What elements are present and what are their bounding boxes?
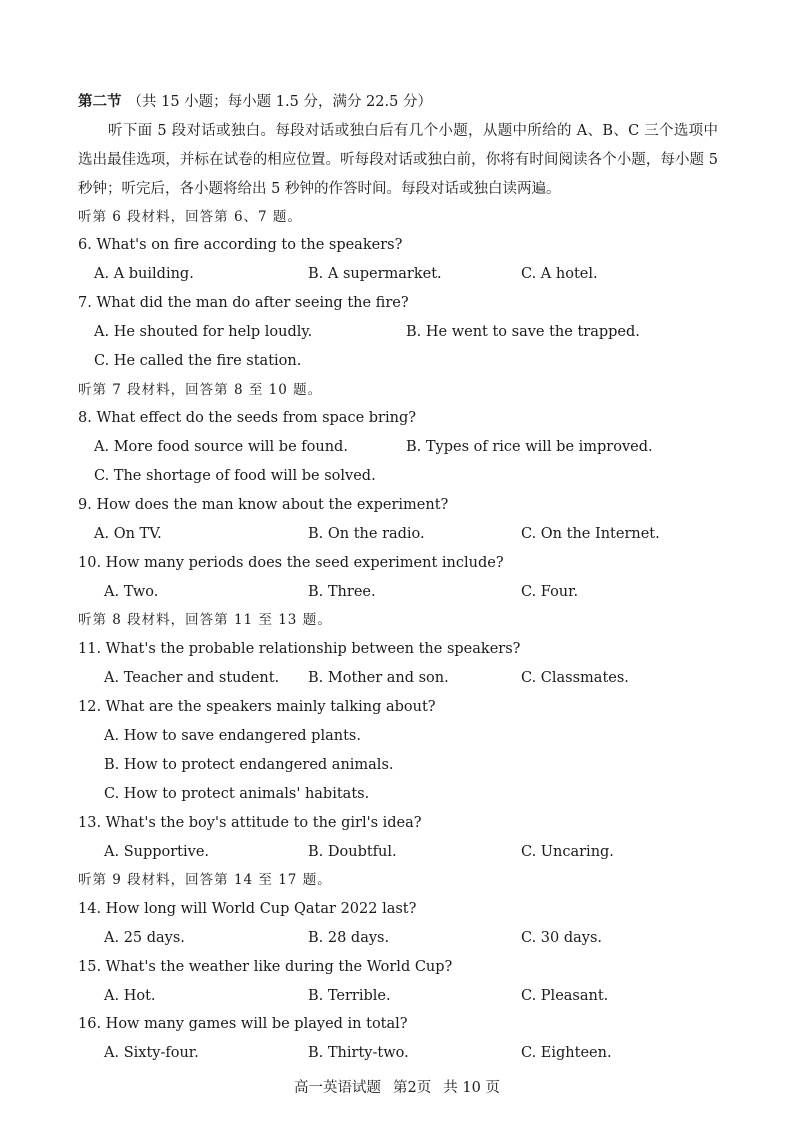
option-10c: C. Four. bbox=[521, 584, 579, 600]
option-13c: C. Uncaring. bbox=[521, 844, 614, 860]
option-7c: C. He called the fire station. bbox=[94, 353, 302, 369]
page-footer bbox=[0, 1076, 794, 1097]
option-11c: C. Classmates. bbox=[521, 670, 629, 686]
footer-title: 高一英语试题 bbox=[294, 1080, 382, 1096]
option-11b: B. Mother and son. bbox=[308, 670, 449, 686]
option-12a: A. How to save endangered plants. bbox=[104, 728, 361, 744]
option-13a: A. Supportive. bbox=[104, 844, 210, 860]
option-16b: B. Thirty-two. bbox=[308, 1045, 409, 1061]
option-8b: B. Types of rice will be improved. bbox=[406, 439, 653, 455]
section-subtitle: （共 15 小题；每小题 1.5 分，满分 22.5 分） bbox=[127, 94, 432, 110]
option-12b: B. How to protect endangered animals. bbox=[104, 757, 394, 773]
option-16c: C. Eighteen. bbox=[521, 1045, 612, 1061]
material-heading: 听第 9 段材料，回答第 14 至 17 题。 bbox=[78, 872, 332, 888]
option-15a: A. Hot. bbox=[104, 988, 156, 1004]
option-6c: C. A hotel. bbox=[521, 266, 598, 282]
question-8: 8. What effect do the seeds from space bring? bbox=[78, 410, 417, 426]
question-15: 15. What's the weather like during the World Cup? bbox=[78, 959, 453, 975]
option-6b: B. A supermarket. bbox=[308, 266, 442, 282]
option-9a: A. On TV. bbox=[94, 526, 162, 542]
question-10: 10. How many periods does the seed experiment include? bbox=[78, 555, 504, 571]
section-header bbox=[78, 92, 432, 112]
question-14: 14. How long will World Cup Qatar 2022 last? bbox=[78, 901, 417, 917]
option-14a: A. 25 days. bbox=[104, 930, 185, 946]
option-9b: B. On the radio. bbox=[308, 526, 425, 542]
footer-page-number: 第2页 bbox=[393, 1080, 432, 1096]
option-10a: A. Two. bbox=[104, 584, 159, 600]
material-heading: 听第 7 段材料，回答第 8 至 10 题。 bbox=[78, 382, 323, 398]
option-8a: A. More food source will be found. bbox=[94, 439, 348, 455]
option-16a: A. Sixty-four. bbox=[104, 1045, 199, 1061]
option-12c: C. How to protect animals' habitats. bbox=[104, 786, 370, 802]
option-11a: A. Teacher and student. bbox=[104, 670, 280, 686]
option-15c: C. Pleasant. bbox=[521, 988, 609, 1004]
option-10b: B. Three. bbox=[308, 584, 376, 600]
option-14c: C. 30 days. bbox=[521, 930, 603, 946]
option-13b: B. Doubtful. bbox=[308, 844, 397, 860]
question-12: 12. What are the speakers mainly talking about? bbox=[78, 699, 436, 715]
section-title: 第二节 bbox=[78, 93, 122, 110]
question-11: 11. What's the probable relationship between the speakers? bbox=[78, 641, 521, 657]
question-7: 7. What did the man do after seeing the fire? bbox=[78, 295, 409, 311]
option-9c: C. On the Internet. bbox=[521, 526, 660, 542]
material-heading: 听第 8 段材料，回答第 11 至 13 题。 bbox=[78, 612, 332, 628]
option-15b: B. Terrible. bbox=[308, 988, 391, 1004]
question-9: 9. How does the man know about the experiment? bbox=[78, 497, 449, 513]
material-heading: 听第 6 段材料，回答第 6、7 题。 bbox=[78, 209, 302, 225]
footer-total-pages: 共 10 页 bbox=[443, 1080, 500, 1096]
section-instructions: 听下面 5 段对话或独白。每段对话或独白后有几个小题，从题中所给的 A、B、C 三个选项中选出最佳选项，并标在试卷的相应位置。听每段对话或独白前，你将有时间阅读各个小题，每小题 5 秒钟；听完后，各小题将给出 5 秒钟的作答时间。每段对话或独白读两遍。 bbox=[78, 123, 718, 197]
option-8c: C. The shortage of food will be solved. bbox=[94, 468, 376, 484]
question-16: 16. How many games will be played in total? bbox=[78, 1016, 408, 1032]
option-14b: B. 28 days. bbox=[308, 930, 390, 946]
option-7b: B. He went to save the trapped. bbox=[406, 324, 640, 340]
question-13: 13. What's the boy's attitude to the girl's idea? bbox=[78, 815, 422, 831]
option-6a: A. A building. bbox=[94, 266, 194, 282]
option-7a: A. He shouted for help loudly. bbox=[94, 324, 313, 340]
question-6: 6. What's on fire according to the speakers? bbox=[78, 237, 403, 253]
